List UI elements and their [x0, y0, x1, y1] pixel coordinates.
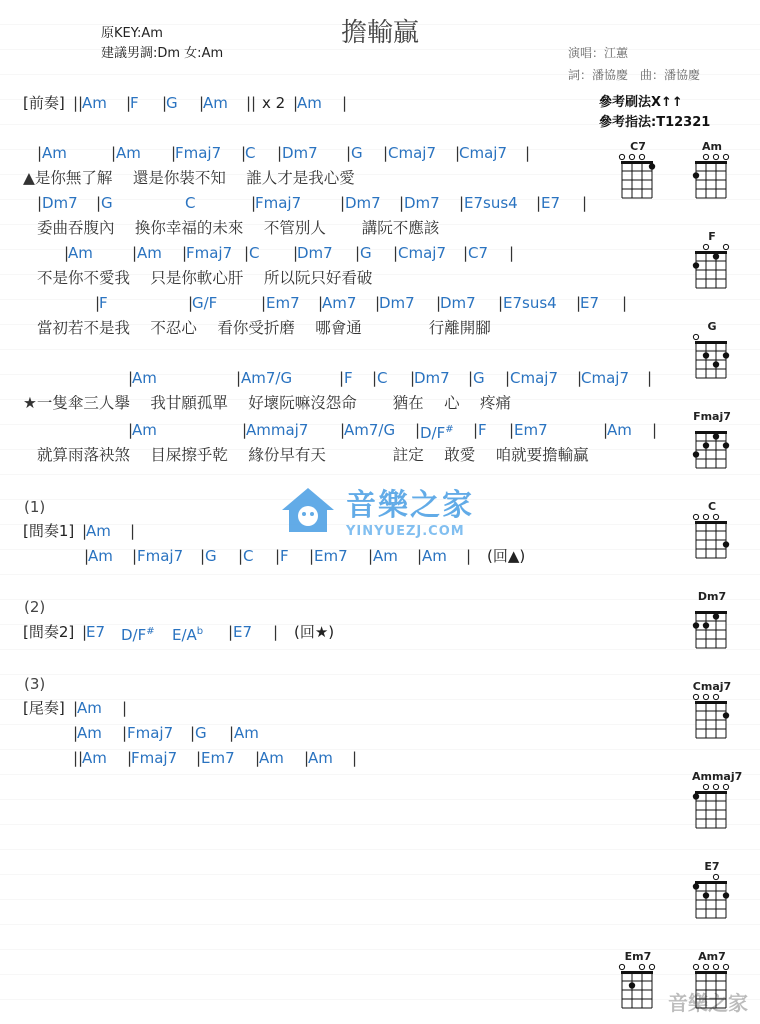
accidental: # [146, 626, 155, 637]
bar-line: || [246, 94, 257, 112]
bar-line: | [652, 421, 658, 439]
nut [695, 701, 727, 704]
bar-line: | [352, 749, 358, 767]
bar-line: || [73, 94, 84, 112]
bar-line: | [128, 421, 134, 439]
finger-dot [713, 253, 719, 259]
open-string-marker [639, 964, 644, 969]
suggested-key: 建議男調:Dm 女:Am [101, 46, 224, 61]
chord-symbol: Am [77, 724, 102, 742]
open-string-marker [703, 244, 708, 249]
finger-dot [723, 541, 729, 547]
chord-symbol: F [99, 294, 108, 312]
fretboard [692, 872, 732, 924]
nut [695, 611, 727, 614]
bar-line: | [132, 547, 138, 565]
bar-line: | [318, 294, 324, 312]
chord-diagram-name: E7 [704, 860, 720, 873]
bar-line: | [415, 421, 421, 439]
nut [695, 971, 727, 974]
finger-dot [693, 883, 699, 889]
chord-symbol: Am7/G [241, 369, 293, 387]
finger-dot [723, 712, 729, 718]
fretboard [692, 692, 732, 744]
bar-line: | [122, 699, 128, 717]
singer-credit: 演唱：江蕙 [568, 46, 629, 60]
chord-diagram-name: Ammaj7 [692, 770, 743, 783]
chord-symbol: Am [42, 144, 67, 162]
nut [695, 521, 727, 524]
chord-symbol: Am7 [322, 294, 357, 312]
chord-symbol: Am [422, 547, 447, 565]
repeat-note: x 2 [262, 94, 286, 112]
chord-symbol: Fmaj7 [137, 547, 184, 565]
open-string-marker [713, 784, 718, 789]
bar-line: | [128, 369, 134, 387]
chord-symbol: G [351, 144, 363, 162]
section-label: [前奏] [23, 94, 65, 112]
bar-line: | [196, 749, 202, 767]
finger-dot [703, 442, 709, 448]
section-number: (2) [24, 598, 46, 616]
open-string-marker [713, 694, 718, 699]
finger-dot [629, 982, 635, 988]
sheet-row [0, 217, 600, 241]
bar-line: | [498, 294, 504, 312]
bar-line: | [182, 244, 188, 262]
finger-dot [713, 361, 719, 367]
chord-symbol: F [344, 369, 353, 387]
chord-diagram-name: Am7 [698, 950, 726, 963]
bar-line: | [82, 623, 88, 641]
chord-symbol: F [478, 421, 487, 439]
nut [621, 161, 653, 164]
chord-diagram-name: F [708, 230, 716, 243]
accidental: b [196, 626, 204, 637]
section-label: [間奏2] [23, 623, 75, 641]
bar-line: | [393, 244, 399, 262]
lyric-line: 當初若不是我 不忍心 看你受折磨 哪會通 行離開腳 [37, 319, 491, 337]
chord-symbol: Am [132, 421, 157, 439]
chord-symbol: G [166, 94, 178, 112]
nut [695, 881, 727, 884]
chord-symbol: Cmaj7 [388, 144, 436, 162]
bar-line: | [339, 369, 345, 387]
sheet-row [0, 747, 600, 771]
chord-symbol: D/F# [121, 626, 155, 644]
nut [695, 161, 727, 164]
bar-line: | [622, 294, 628, 312]
nut [621, 971, 653, 974]
chord-symbol: Dm7 [345, 194, 381, 212]
chord-symbol: Am [132, 369, 157, 387]
bar-line: | [238, 547, 244, 565]
bar-line: | [255, 749, 261, 767]
lyric-line: ★一隻傘三人擧 我甘願孤單 好壞阮嘛沒怨命 猶在 心 疼痛 [23, 394, 512, 412]
chord-symbol: $E/A^b$ [172, 626, 204, 644]
open-string-marker [713, 874, 718, 879]
bar-line: | [466, 547, 472, 565]
chord-symbol: Am [116, 144, 141, 162]
original-key: 原KEY:Am [101, 26, 163, 41]
chord-symbol: D/F# [420, 424, 454, 442]
bar-line: | [199, 94, 205, 112]
chord-symbol: C [185, 194, 196, 212]
open-string-marker [723, 244, 728, 249]
chord-symbol: Am7/G [344, 421, 396, 439]
chord-symbol: Ammaj7 [246, 421, 309, 439]
chord-symbol: Em7 [266, 294, 300, 312]
chord-symbol: F [280, 547, 289, 565]
bar-line: | [293, 244, 299, 262]
finger-pattern: 參考指法:T12321 [599, 115, 711, 130]
bar-line: | [73, 724, 79, 742]
open-string-marker [713, 154, 718, 159]
chord-symbol: C7 [468, 244, 489, 262]
bar-line: | [459, 194, 465, 212]
chord-symbol: E7 [233, 623, 253, 641]
chord-symbol: Cmaj7 [398, 244, 446, 262]
chord-symbol: C [249, 244, 260, 262]
chord-symbol: G [195, 724, 207, 742]
bar-line: | [130, 522, 136, 540]
chord-symbol: Em7 [514, 421, 548, 439]
finger-dot [703, 892, 709, 898]
finger-dot [723, 892, 729, 898]
bar-line: | [417, 547, 423, 565]
finger-dot [693, 622, 699, 628]
chord-symbol: Am [203, 94, 228, 112]
fretboard [692, 152, 732, 204]
chord-symbol: E7sus4 [464, 194, 518, 212]
bar-line: | [64, 244, 70, 262]
sheet-row [0, 92, 600, 116]
open-string-marker [703, 784, 708, 789]
bar-line: | [37, 194, 43, 212]
open-string-marker [703, 154, 708, 159]
sheet-row [0, 242, 600, 266]
bar-line: | [228, 623, 234, 641]
open-string-marker [703, 514, 708, 519]
bar-line: | [576, 294, 582, 312]
fretboard [692, 242, 732, 294]
open-string-marker [693, 694, 698, 699]
bar-line: | [244, 244, 250, 262]
bar-line: | [455, 144, 461, 162]
finger-dot [693, 451, 699, 457]
chord-symbol: Dm7 [379, 294, 415, 312]
open-string-marker [649, 964, 654, 969]
repeat-note: (回▲) [487, 547, 526, 565]
watermark-url: YINYUEZJ.COM [346, 524, 465, 539]
finger-dot [693, 262, 699, 268]
bar-line: | [84, 547, 90, 565]
bar-line: | [162, 94, 168, 112]
bar-line: | [582, 194, 588, 212]
bar-line: | [304, 749, 310, 767]
chord-symbol: E7 [86, 623, 106, 641]
open-string-marker [713, 964, 718, 969]
bar-line: | [383, 144, 389, 162]
lyric-line: 不是你不愛我 只是你軟心肝 所以阮只好看破 [37, 269, 373, 287]
bar-line: | [368, 547, 374, 565]
chord-symbol: E7 [580, 294, 600, 312]
bar-line: | [509, 421, 515, 439]
chord-symbol: Am [607, 421, 632, 439]
bar-line: | [111, 144, 117, 162]
chord-symbol: E7sus4 [503, 294, 557, 312]
open-string-marker [723, 964, 728, 969]
chord-diagram-name: Cmaj7 [692, 680, 732, 693]
sheet-row [0, 367, 653, 391]
bar-line: | [577, 369, 583, 387]
finger-dot [723, 352, 729, 358]
watermark-title: 音樂之家 [346, 488, 474, 523]
chord-symbol: Am [234, 724, 259, 742]
open-string-marker [703, 964, 708, 969]
bar-line: | [509, 244, 515, 262]
bar-line: | [372, 369, 378, 387]
sheet-row [0, 722, 600, 746]
lyric-line: 委曲吞腹內 換你幸福的未來 不管別人 講阮不應該 [37, 219, 440, 237]
sheet-row [0, 267, 600, 291]
fretboard [692, 422, 732, 474]
bar-line: | [536, 194, 542, 212]
bar-line: | [241, 144, 247, 162]
bar-line: | [375, 294, 381, 312]
chord-diagram-name: Fmaj7 [693, 410, 731, 423]
bar-line: | [261, 294, 267, 312]
bar-line: | [342, 94, 348, 112]
chord-symbol: Am [82, 749, 107, 767]
bar-line: | [340, 421, 346, 439]
sheet-row [0, 419, 658, 443]
bar-line: | [171, 144, 177, 162]
chord-diagram-name: G [707, 320, 717, 333]
nut [695, 431, 727, 434]
sheet-row [0, 392, 600, 416]
sheet-row [0, 545, 600, 569]
chord-symbol: Cmaj7 [459, 144, 507, 162]
writer-credit: 詞：潘協慶 曲：潘協慶 [568, 68, 701, 82]
sheet-row [0, 317, 600, 341]
sheet-row [0, 444, 600, 468]
song-title: 擔輸贏 [340, 18, 419, 48]
fretboard [692, 602, 732, 654]
bar-line: | [127, 749, 133, 767]
bar-line: | [122, 724, 128, 742]
open-string-marker [619, 964, 624, 969]
bar-line: | [355, 244, 361, 262]
lyric-line: 就算雨落袂煞 目屎擦乎乾 緣份早有天 註定 敢愛 咱就要擔輸贏 [37, 446, 589, 464]
chord-symbol: Dm7 [42, 194, 78, 212]
bar-line: | [346, 144, 352, 162]
bar-line: | [229, 724, 235, 742]
bar-line: | [236, 369, 242, 387]
chord-symbol: Fmaj7 [186, 244, 233, 262]
sheet-row [0, 192, 600, 216]
fretboard [618, 152, 658, 204]
sheet-row [0, 167, 600, 191]
bar-line: | [126, 94, 132, 112]
finger-dot [723, 442, 729, 448]
section-number: (3) [24, 675, 46, 693]
bar-line: | [275, 547, 281, 565]
open-string-marker [703, 694, 708, 699]
bar-line: | [273, 623, 279, 641]
chord-symbol: G [205, 547, 217, 565]
chord-symbol: Am [259, 749, 284, 767]
open-string-marker [693, 334, 698, 339]
bar-line: | [468, 369, 474, 387]
chord-symbol: Cmaj7 [581, 369, 629, 387]
chord-symbol: G [101, 194, 113, 212]
chord-symbol: G/F [192, 294, 218, 312]
chord-symbol: Dm7 [404, 194, 440, 212]
bar-line: | [200, 547, 206, 565]
watermark [278, 480, 474, 539]
repeat-note: (回★) [294, 623, 335, 641]
sheet-row [0, 292, 628, 316]
open-string-marker [639, 154, 644, 159]
bar-line: | [647, 369, 653, 387]
open-string-marker [629, 154, 634, 159]
finger-dot [693, 793, 699, 799]
fretboard [618, 962, 658, 1014]
finger-dot [649, 163, 655, 169]
bar-line: | [603, 421, 609, 439]
chord-symbol: F [130, 94, 139, 112]
chord-symbol: C [243, 547, 254, 565]
chord-symbol: C [377, 369, 388, 387]
chord-symbol: Fmaj7 [255, 194, 302, 212]
open-string-marker [693, 964, 698, 969]
chord-diagram-name: Dm7 [697, 590, 727, 603]
chord-symbol: Fmaj7 [175, 144, 222, 162]
bar-line: | [96, 194, 102, 212]
section-label: [尾奏] [23, 699, 65, 717]
chord-symbol: Dm7 [414, 369, 450, 387]
bar-line: | [505, 369, 511, 387]
chord-diagram-name: Am [702, 140, 722, 153]
open-string-marker [713, 514, 718, 519]
chord-symbol: Dm7 [440, 294, 476, 312]
chord-diagram-name: C7 [630, 140, 646, 153]
chord-symbol: Am [88, 547, 113, 565]
finger-dot [713, 613, 719, 619]
sheet-row [0, 697, 600, 721]
section-label: [間奏1] [23, 522, 75, 540]
chord-symbol: Am [86, 522, 111, 540]
bar-line: | [73, 699, 79, 717]
bar-line: | [132, 244, 138, 262]
nut [695, 341, 727, 344]
chord-symbol: Cmaj7 [510, 369, 558, 387]
chord-symbol: G [473, 369, 485, 387]
bar-line: | [277, 144, 283, 162]
section-number: (1) [24, 498, 46, 516]
chord-symbol: Am [297, 94, 322, 112]
bar-line: | [242, 421, 248, 439]
chord-symbol: Am [137, 244, 162, 262]
bar-line: | [473, 421, 479, 439]
house-logo-icon [278, 484, 338, 536]
lyric-line: ▲是你無了解 還是你裝不知 誰人才是我心愛 [23, 169, 355, 187]
chord-symbol: Am [77, 699, 102, 717]
finger-dot [693, 172, 699, 178]
bar-line: | [525, 144, 531, 162]
nut [695, 251, 727, 254]
finger-dot [703, 352, 709, 358]
bar-line: | [340, 194, 346, 212]
chord-symbol: Am [373, 547, 398, 565]
finger-dot [703, 622, 709, 628]
corner-watermark: 音樂之家 [668, 991, 748, 1015]
bar-line: | [293, 94, 299, 112]
chord-symbol: Am [82, 94, 107, 112]
fretboard [692, 512, 732, 564]
chord-symbol: E7 [541, 194, 561, 212]
bar-line: | [309, 547, 315, 565]
bar-line: | [463, 244, 469, 262]
bar-line: | [399, 194, 405, 212]
bar-line: | [251, 194, 257, 212]
chord-symbol: Em7 [314, 547, 348, 565]
finger-dot [713, 433, 719, 439]
chord-symbol: Am [308, 749, 333, 767]
chord-symbol: Dm7 [282, 144, 318, 162]
fretboard [692, 782, 732, 834]
bar-line: | [436, 294, 442, 312]
bar-line: | [37, 144, 43, 162]
sheet-row [0, 621, 600, 645]
open-string-marker [619, 154, 624, 159]
fretboard [692, 962, 732, 1014]
chord-symbol: C [245, 144, 256, 162]
open-string-marker [723, 154, 728, 159]
bar-line: | [82, 522, 88, 540]
chord-symbol: Dm7 [297, 244, 333, 262]
chord-symbol: Fmaj7 [131, 749, 178, 767]
bar-line: | [95, 294, 101, 312]
chord-symbol: Am [68, 244, 93, 262]
bar-line: || [73, 749, 84, 767]
chord-symbol: Fmaj7 [127, 724, 174, 742]
chord-symbol: G [360, 244, 372, 262]
open-string-marker [723, 784, 728, 789]
bar-line: | [190, 724, 196, 742]
strum-pattern: 參考刷法X↑↑ [599, 95, 683, 110]
fretboard [692, 332, 732, 384]
open-string-marker [693, 514, 698, 519]
bar-line: | [410, 369, 416, 387]
accidental: # [445, 424, 454, 435]
sheet-row [0, 142, 600, 166]
chord-diagram-name: C [707, 500, 717, 513]
chord-symbol: Em7 [201, 749, 235, 767]
bar-line: | [188, 294, 194, 312]
chord-diagram-name: Em7 [624, 950, 652, 963]
nut [695, 791, 727, 794]
